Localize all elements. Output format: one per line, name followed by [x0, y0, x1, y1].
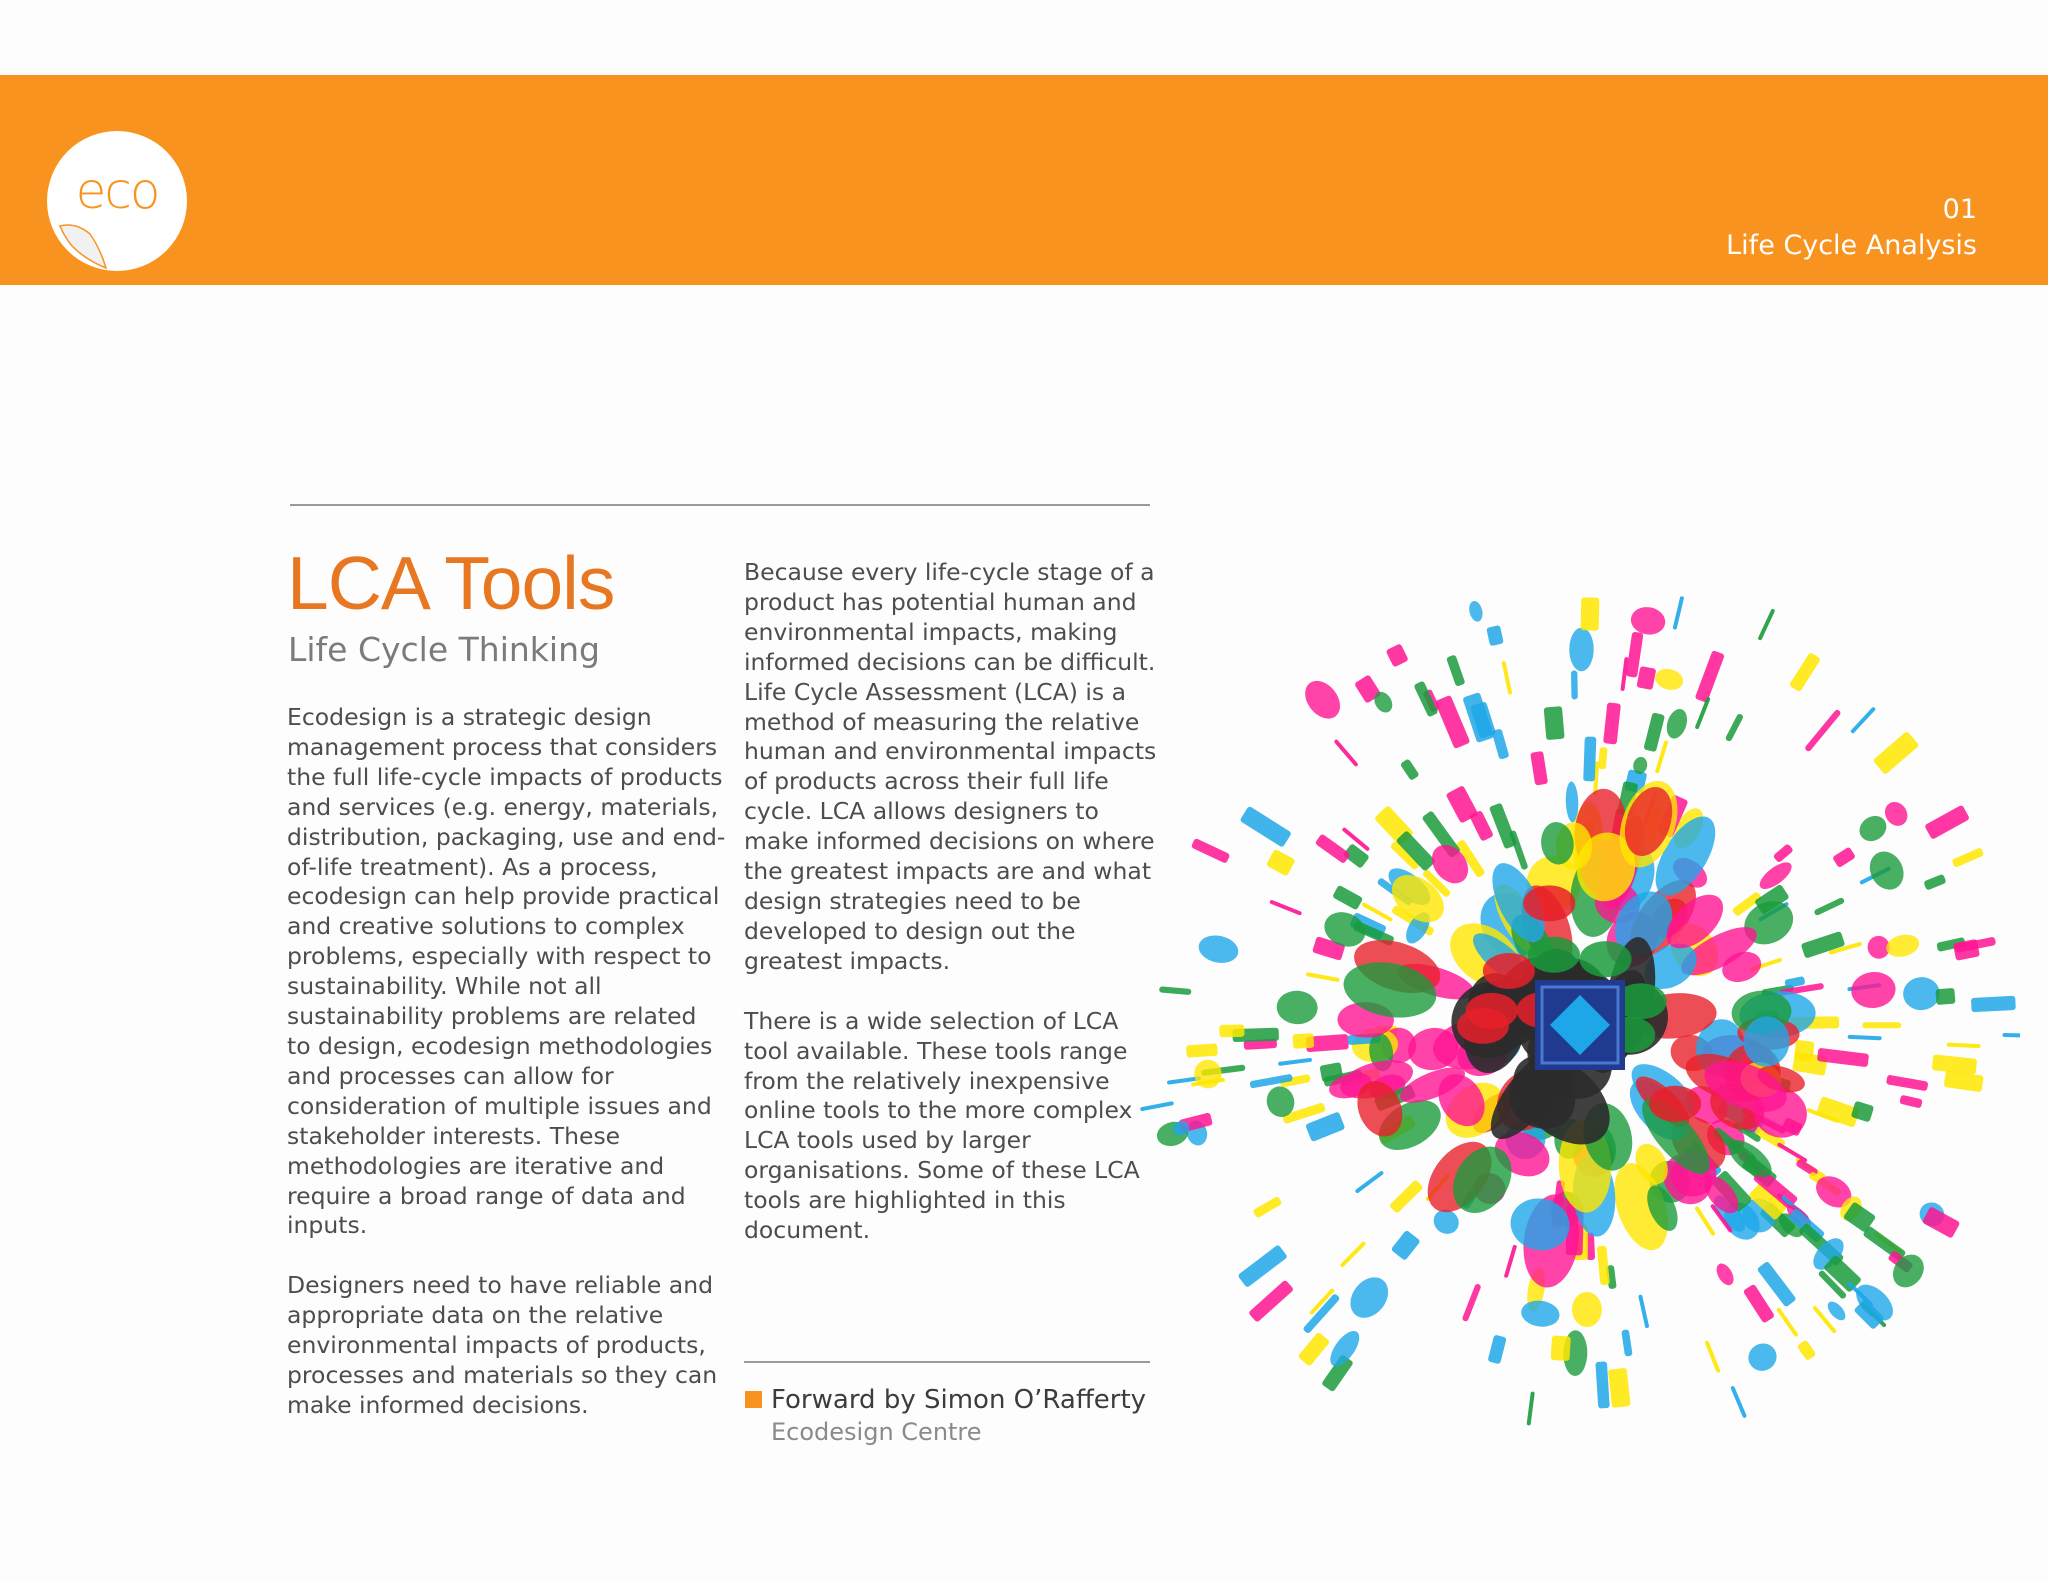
right-paragraph-1: Because every life-cycle stage of a product has potential human and environmental impacts, making informed decisions can be difficult. Life Cycle Assessment (LCA) is a method of measuring the relative human and environmental impacts of products across their full life cycle. LCA allows designers to make informed decisions on where the greatest impacts are and what design strategies need to be developed to design out the greatest impacts. — [744, 558, 1157, 975]
foreword-divider — [744, 1361, 1150, 1363]
section-title: Life Cycle Analysis — [1726, 230, 1977, 261]
left-column — [287, 703, 727, 1421]
page-subtitle: Life Cycle Thinking — [288, 630, 600, 669]
top-divider — [290, 504, 1150, 506]
radial-product-burst-icon — [1140, 575, 2020, 1475]
left-paragraph-2: Designers need to have reliable and appropriate data on the relative environmental impacts of products, processes and materials so they can make informed decisions. — [287, 1271, 718, 1419]
page-title: LCA Tools — [287, 541, 615, 625]
section-number: 01 — [1942, 194, 1977, 225]
foreword-author: Forward by Simon O’Rafferty — [771, 1385, 1147, 1415]
foreword-bullet — [745, 1391, 762, 1408]
header-section-label — [1726, 192, 1977, 264]
right-paragraph-2: There is a wide selection of LCA tool available. These tools range from the relatively inexpensive online tools to the more complex LCA tools used by larger organisations. Some of these LCA tools are highlighted in this document. — [744, 1006, 1140, 1245]
logo-text: eco — [75, 162, 159, 220]
left-paragraph-1: Ecodesign is a strategic design management process that considers the full life-cycle impacts of products and services (e.g. energy, materials, distribution, packaging, use and end-of-life treatment). As a process, ecodesign can help provide practical and creative solutions to complex problems, especially with respect to sustainability. While not all sustainability problems are related to design, ecodesign methodologies and processes can allow for consideration of multiple issues and stakeholder interests. These methodologies are iterative and require a broad range of data and inputs. — [287, 703, 726, 1240]
right-column — [744, 558, 1164, 1246]
foreword-organisation: Ecodesign Centre — [771, 1418, 982, 1446]
eco-logo — [46, 130, 188, 272]
illustration — [1140, 575, 2020, 1475]
